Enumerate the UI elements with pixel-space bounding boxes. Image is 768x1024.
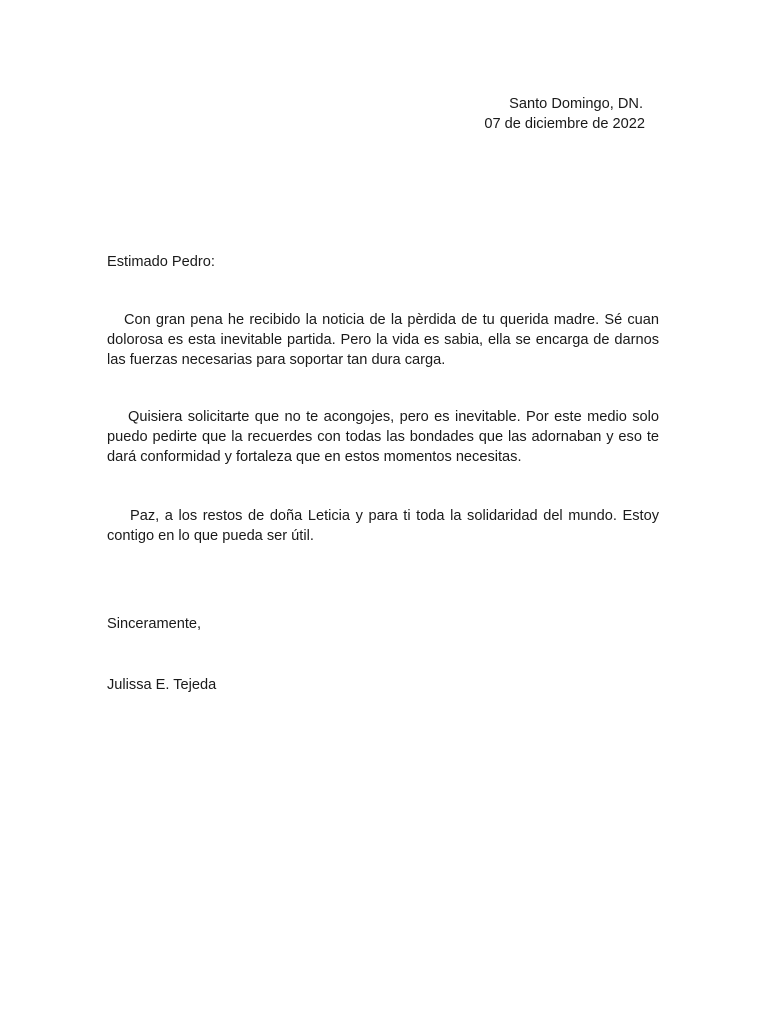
letter-paragraph-2: Quisiera solicitarte que no te acongojes, pero es inevitable. Por este medio solo puedo pedirte que la recuerdes con todas las bondades que las adornaban y eso te dará conformidad y fortaleza que en estos momentos necesitas. (107, 409, 659, 465)
letter-paragraph-1: Con gran pena he recibido la noticia de la pèrdida de tu querida madre. Sé cuan dolorosa es esta inevitable partida. Pero la vida es sabia, ella se encarga de darnos las fuerzas necesarias para soportar tan dura carga. (107, 312, 659, 368)
letter-salutation: Estimado Pedro: (107, 254, 215, 270)
letter-closing: Sinceramente, (107, 616, 202, 632)
letter-date: 07 de diciembre de 2022 (484, 116, 645, 132)
letter-signature: Julissa E. Tejeda (107, 677, 217, 693)
letter-paragraph-3: Paz, a los restos de doña Leticia y para ti toda la solidaridad del mundo. Estoy contigo en lo que pueda ser útil. (107, 508, 659, 544)
letter-header (484, 94, 645, 134)
letter-place: Santo Domingo, DN. (509, 96, 643, 112)
